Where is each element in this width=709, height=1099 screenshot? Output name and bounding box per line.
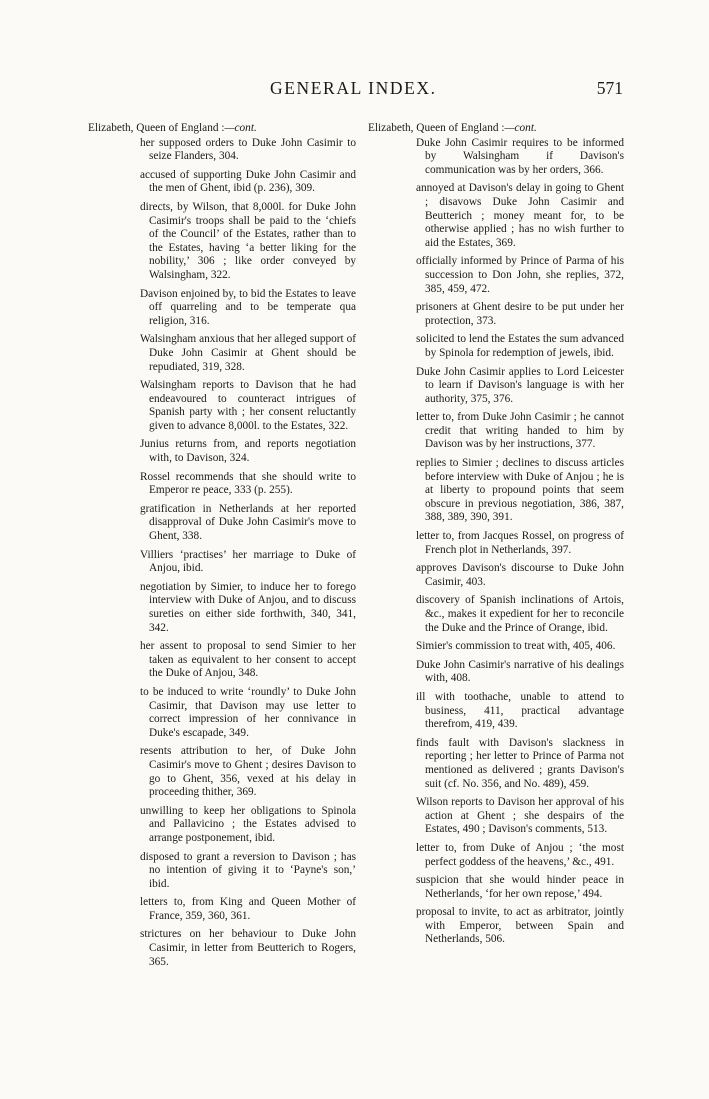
index-subentry: approves Davison's discourse to Duke John Casimir, 403.	[416, 562, 624, 588]
index-subentry: Rossel recommends that she should write to Emperor re peace, 333 (p. 255).	[140, 470, 356, 497]
index-subentry: solicited to lend the Estates the sum advanced by Spinola for redemption of jewels, ibid.	[416, 333, 624, 359]
index-subentry: annoyed at Davison's delay in going to Ghent ; disavows Duke John Casimir and Beutterich ; money meant for, to be otherwise applied ; has no wish further to aid the Estates, 369.	[416, 182, 624, 249]
index-subentry: disposed to grant a reversion to Davison ; has no intention of giving it to ‘Payne's son,’ ibid.	[140, 850, 356, 890]
index-heading	[368, 122, 624, 136]
index-subentry: officially informed by Prince of Parma of his succession to Don John, she replies, 372, 385, 459, 472.	[416, 255, 624, 295]
index-subentry: to be induced to write ‘roundly’ to Duke John Casimir, that Davison may use letter to correct impression of her connivance in Duke's escapade, 349.	[140, 685, 356, 739]
page-number: 571	[596, 78, 623, 98]
heading-text: Elizabeth, Queen of England :	[88, 122, 225, 134]
heading-cont: —cont.	[504, 122, 537, 134]
heading-text: Elizabeth, Queen of England :	[368, 122, 505, 134]
page-title: GENERAL INDEX.	[270, 78, 437, 98]
index-subentry: Wilson reports to Davison her approval of his action at Ghent ; she despairs of the Estates, 490 ; Davison's comments, 513.	[416, 796, 624, 836]
index-subentry: Walsingham anxious that her alleged support of Duke John Casimir at Ghent should be repudiated, 319, 328.	[140, 333, 356, 373]
index-subentry: letter to, from Jacques Rossel, on progress of French plot in Netherlands, 397.	[416, 530, 624, 556]
index-subentry: Duke John Casimir's narrative of his dealings with, 408.	[416, 658, 624, 685]
index-subentry: Davison enjoined by, to bid the Estates to leave off quarreling and to be temperate qua religion, 316.	[140, 287, 356, 327]
index-subentry: letter to, from Duke of Anjou ; ‘the most perfect goddess of the heavens,’ &c., 491.	[416, 841, 624, 868]
heading-cont: —cont.	[224, 122, 257, 134]
index-subentry: unwilling to keep her obligations to Spinola and Pallavicino ; the Estates advised to arrange postponement, ibid.	[140, 804, 356, 844]
index-subentry: Simier's commission to treat with, 405, 406.	[416, 640, 616, 653]
left-column	[88, 122, 356, 974]
index-subentry: finds fault with Davison's slackness in reporting ; her letter to Prince of Parma not mentioned as delivered ; grants Davison's suit (cf. No. 356, and No. 489), 459.	[416, 736, 624, 790]
index-subentry: her supposed orders to Duke John Casimir to seize Flanders, 304.	[140, 136, 356, 163]
index-subentry: ill with toothache, unable to attend to business, 411, practical advantage therefrom, 419, 439.	[416, 690, 624, 731]
index-subentry: resents attribution to her, of Duke John Casimir's move to Ghent ; desires Davison to go to Ghent, 356, vexed at his delay in proceeding thither, 369.	[140, 745, 356, 799]
index-subentry: proposal to invite, to act as arbitrator, jointly with Emperor, between Spain and Netherlands, 506.	[416, 906, 624, 946]
index-subentry: discovery of Spanish inclinations of Artois, &c., makes it expedient for her to reconcile the Duke and the Prince of Orange, ibid.	[416, 594, 624, 634]
index-subentry: replies to Simier ; declines to discuss articles before interview with Duke of Anjou ; he is at liberty to propound points that seem obscure in previous negotiation, 386, 387, 388, 389, 390, 391.	[416, 457, 624, 524]
index-subentry: Duke John Casimir requires to be informed by Walsingham if Davison's communication was by her orders, 366.	[416, 136, 624, 176]
index-subentry: directs, by Wilson, that 8,000l. for Duke John Casimir's troops shall be paid to the ‘chiefs of the Council’ of the Estates, rather than to the Estates, having ‘a better liking for the nobility,’ 306 ; like order conveyed by Walsingham, 322.	[140, 200, 356, 281]
index-subentry: strictures on her behaviour to Duke John Casimir, in letter from Beutterich to Rogers, 365.	[140, 928, 356, 968]
index-subentry: her assent to proposal to send Simier to her taken as equivalent to her consent to accept the Duke of Anjou, 348.	[140, 640, 356, 680]
index-heading	[88, 122, 356, 136]
index-subentry: Junius returns from, and reports negotiation with, to Davison, 324.	[140, 438, 356, 465]
index-subentry: negotiation by Simier, to induce her to forego interview with Duke of Anjou, and to discuss sureties on either side forthwith, 340, 341, 342.	[140, 580, 356, 634]
index-subentry: Duke John Casimir applies to Lord Leicester to learn if Davison's language is with her authority, 375, 376.	[416, 365, 624, 405]
index-subentry: letter to, from Duke John Casimir ; he cannot credit that writing handed to him by Davison was by her instructions, 377.	[416, 411, 624, 451]
index-subentry: suspicion that she would hinder peace in Netherlands, ‘for her own repose,’ 494.	[416, 874, 624, 900]
index-subentry: accused of supporting Duke John Casimir and the men of Ghent, ibid (p. 236), 309.	[140, 168, 356, 195]
running-head	[0, 78, 709, 102]
index-subentry: Villiers ‘practises’ her marriage to Duke of Anjou, ibid.	[140, 548, 356, 575]
index-subentry: gratification in Netherlands at her reported disapproval of Duke John Casimir's move to Ghent, 338.	[140, 502, 356, 543]
right-column	[368, 122, 624, 952]
index-subentry: prisoners at Ghent desire to be put under her protection, 373.	[416, 301, 624, 327]
index-subentry: letters to, from King and Queen Mother of France, 359, 360, 361.	[140, 896, 356, 922]
index-subentry: Walsingham reports to Davison that he had endeavoured to counteract intrigues of Spanish party with ; her consent reluctantly given to advance 8,000l. to the Estates, 322.	[140, 379, 356, 432]
